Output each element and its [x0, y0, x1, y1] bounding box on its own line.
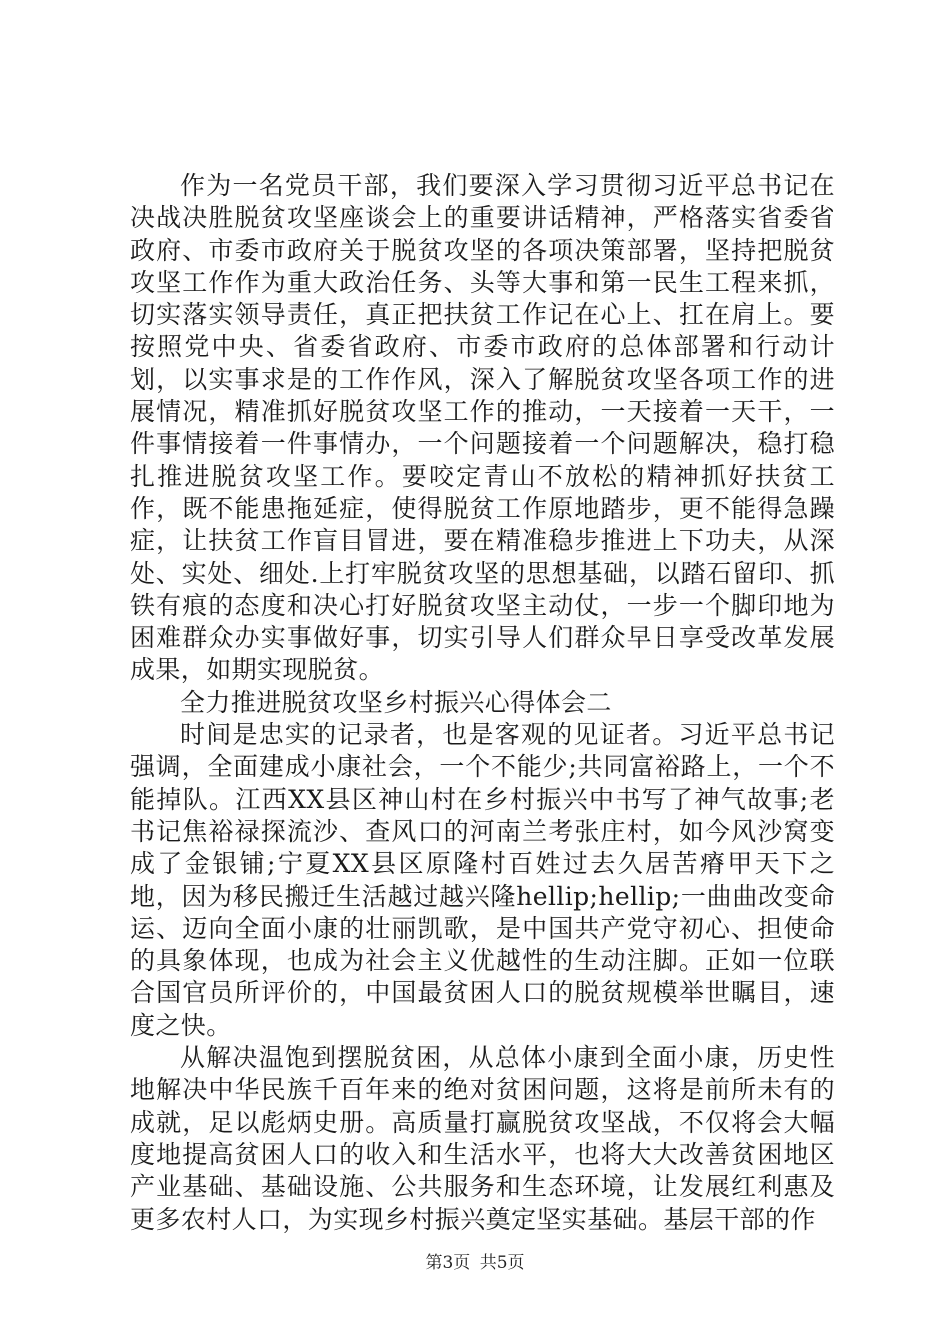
paragraph-2: 时间是忠实的记录者，也是客观的见证者。习近平总书记强调，全面建成小康社会，一个不能少;共同富裕路上，一个不能掉队。江西XX县区神山村在乡村振兴中书写了神气故事;老书记焦裕禄探流沙、查风口的河南兰考张庄村，如今风沙窝变成了金银铺;宁夏XX县区原隆村百姓过去久居苦瘠甲天下之地，因为移民搬迁生活越过越兴隆hellip;hellip;一曲曲改变命运、迈向全面小康的壮丽凯歌，是中国共产党守初心、担使命的具象体现，也成为社会主义优越性的生动注脚。正如一位联合国官员所评价的，中国最贫困人口的脱贫规模举世瞩目，速度之快。 [130, 720, 835, 1040]
section-heading: 全力推进脱贫攻坚乡村振兴心得体会二 [180, 687, 612, 717]
document-body [130, 170, 835, 1236]
page-footer [0, 1252, 950, 1274]
paragraph-1: 作为一名党员干部，我们要深入学习贯彻习近平总书记在决战决胜脱贫攻坚座谈会上的重要讲话精神，严格落实省委省政府、市委市政府关于脱贫攻坚的各项决策部署，坚持把脱贫攻坚工作作为重大政治任务、头等大事和第一民生工程来抓，切实落实领导责任，真正把扶贫工作记在心上、扛在肩上。要按照党中央、省委省政府、市委市政府的总体部署和行动计划，以实事求是的工作作风，深入了解脱贫攻坚各项工作的进展情况，精准抓好脱贫攻坚工作的推动，一天接着一天干，一件事情接着一件事情办，一个问题接着一个问题解决，稳打稳扎推进脱贫攻坚工作。要咬定青山不放松的精神抓好扶贫工作，既不能患拖延症，使得脱贫工作原地踏步，更不能得急躁症，让扶贫工作盲目冒进，要在精准稳步推进上下功夫，从深处、实处、细处.上打牢脱贫攻坚的思想基础，以踏石留印、抓铁有痕的态度和决心打好脱贫攻坚主动仗，一步一个脚印地为困难群众办实事做好事，切实引导人们群众早日享受改革发展成果，如期实现脱贫。 [130, 171, 835, 685]
page-total: 共5页 [479, 1253, 525, 1273]
paragraph-3: 从解决温饱到摆脱贫困，从总体小康到全面小康，历史性地解决中华民族千百年来的绝对贫困问题，这将是前所未有的成就，足以彪炳史册。高质量打赢脱贫攻坚战，不仅将会大幅度地提高贫困人口的收入和生活水平，也将大大改善贫困地区产业基础、基础设施、公共服务和生态环境，让发展红利惠及更多农村人口，为实现乡村振兴奠定坚实基础。基层干部的作 [130, 1043, 835, 1234]
page-number: 第3页 [425, 1253, 471, 1273]
